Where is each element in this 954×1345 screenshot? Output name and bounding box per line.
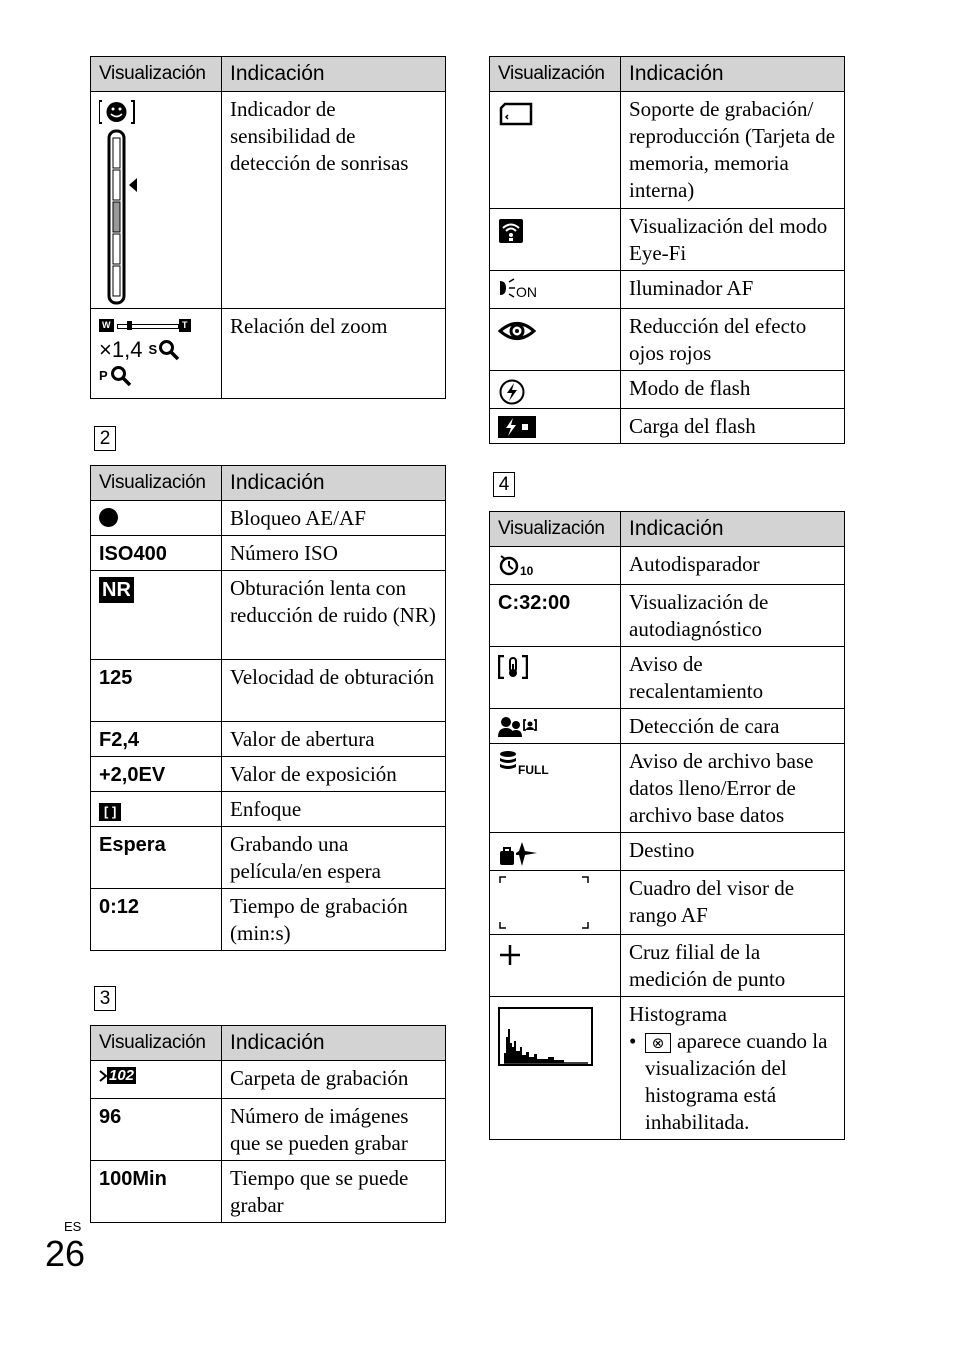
af-illuminator-on-label: ON — [516, 284, 537, 300]
smile-sensitivity-icon — [99, 98, 149, 308]
recordable-time-value: 100Min — [91, 1161, 222, 1223]
database-full-icon — [498, 750, 612, 776]
table-row — [91, 792, 446, 827]
table-row — [91, 536, 446, 571]
table-row — [490, 585, 845, 647]
row-desc: Aviso de archivo base datos lleno/Error de archivo base datos — [621, 744, 845, 833]
section-number-3: 3 — [94, 986, 116, 1011]
row-desc: Visualización de autodiagnóstico — [621, 585, 845, 647]
row-desc: Autodisparador — [621, 547, 845, 585]
histogram-note-text: aparece cuando la visualización del histograma está inhabilitada. — [645, 1029, 828, 1134]
table-row — [91, 501, 446, 536]
row-desc: Velocidad de obturación — [222, 660, 446, 722]
table-row — [490, 744, 845, 833]
self-timer-icon — [498, 553, 612, 577]
header-display: Visualización — [91, 57, 222, 92]
table-row — [490, 409, 845, 444]
indicator-table-2 — [90, 465, 446, 951]
table-row — [490, 833, 845, 871]
header-display: Visualización — [490, 512, 621, 547]
row-desc: Cruz filial de la medición de punto — [621, 935, 845, 997]
header-indication: Indicación — [222, 466, 446, 501]
header-display: Visualización — [490, 57, 621, 92]
table-row — [490, 209, 845, 271]
red-eye-icon — [498, 318, 536, 344]
histogram-icon — [498, 1007, 593, 1067]
table-row — [490, 371, 845, 409]
table-row — [91, 1099, 446, 1161]
row-desc: Modo de flash — [621, 371, 845, 409]
flash-charge-icon — [498, 416, 536, 438]
zoom-s-label: S — [148, 342, 158, 357]
smile-sensitivity-cell — [91, 92, 222, 309]
table-header-row — [490, 512, 845, 547]
row-desc: Valor de abertura — [222, 722, 446, 757]
overheat-icon — [498, 655, 528, 679]
row-desc: Número de imágenes que se pueden grabar — [222, 1099, 446, 1161]
indicator-table-4 — [489, 511, 845, 1140]
table-row — [490, 647, 845, 709]
table-row — [490, 271, 845, 309]
section-number-4: 4 — [493, 472, 515, 497]
movie-status-value: Espera — [91, 827, 222, 889]
table-header-row — [91, 466, 446, 501]
header-display: Visualización — [91, 1026, 222, 1061]
zoom-cell — [91, 309, 222, 399]
header-indication: Indicación — [222, 1026, 446, 1061]
zoom-value: ×1,4 — [99, 337, 143, 362]
table-row — [91, 722, 446, 757]
recording-time-value: 0:12 — [91, 889, 222, 951]
table-row — [490, 997, 845, 1140]
focus-icon: [ ] — [99, 803, 121, 821]
table-header-row — [91, 57, 446, 92]
shutter-speed-value: 125 — [91, 660, 222, 722]
zoom-bar — [99, 319, 191, 332]
af-illuminator-icon — [498, 277, 612, 299]
table-row — [91, 827, 446, 889]
table-row — [91, 571, 446, 660]
folder-icon — [99, 1067, 213, 1084]
page-number: 26 — [45, 1233, 86, 1274]
exposure-value: +2,0EV — [91, 757, 222, 792]
header-indication: Indicación — [621, 57, 845, 92]
face-detection-icon — [498, 716, 538, 738]
row-desc: Número ISO — [222, 536, 446, 571]
header-display: Visualización — [91, 466, 222, 501]
row-desc: Grabando una película/en espera — [222, 827, 446, 889]
table-row — [91, 1161, 446, 1223]
folder-number: 102 — [109, 1067, 135, 1084]
flash-mode-icon — [498, 378, 526, 406]
row-desc: Reducción del efecto ojos rojos — [621, 309, 845, 371]
histogram-note — [629, 1028, 836, 1136]
row-desc: Bloqueo AE/AF — [222, 501, 446, 536]
row-desc: Aviso de recalentamiento — [621, 647, 845, 709]
self-timer-label: 10 — [520, 564, 534, 578]
histogram-title: Histograma — [629, 1002, 727, 1026]
indicator-table-right-1 — [489, 56, 845, 444]
table-header-row — [490, 57, 845, 92]
row-desc: Valor de exposición — [222, 757, 446, 792]
table-row — [490, 92, 845, 209]
row-desc: Obturación lenta con reducción de ruido (NR) — [222, 571, 446, 660]
table-row — [490, 309, 845, 371]
indicator-table-3 — [90, 1025, 446, 1223]
table-row — [91, 92, 446, 309]
zoom-w-label: W — [99, 319, 114, 332]
row-desc: Carpeta de grabación — [222, 1061, 446, 1099]
self-diagnosis-value: C:32:00 — [490, 585, 621, 647]
row-desc: Soporte de grabación/ reproducción (Tarjeta de memoria, memoria interna) — [621, 92, 845, 209]
table-row — [91, 889, 446, 951]
table-row — [91, 660, 446, 722]
header-indication: Indicación — [222, 57, 446, 92]
destination-icon — [498, 840, 538, 868]
nr-icon: NR — [99, 577, 134, 603]
bullet: • — [629, 1029, 637, 1053]
table-row — [91, 309, 446, 399]
section-number-2: 2 — [94, 426, 116, 451]
aperture-value: F2,4 — [91, 722, 222, 757]
row-desc: Cuadro del visor de rango AF — [621, 871, 845, 935]
zoom-desc: Relación del zoom — [222, 309, 446, 399]
af-range-frame-icon — [498, 875, 590, 930]
language-code: ES — [64, 1219, 82, 1234]
zoom-p-label: P — [99, 368, 108, 383]
iso-value: ISO400 — [91, 536, 222, 571]
header-indication: Indicación — [621, 512, 845, 547]
table-row — [91, 757, 446, 792]
row-desc: Visualización del modo Eye-Fi — [621, 209, 845, 271]
smile-sensitivity-desc: Indicador de sensibilidad de detección de sonrisas — [222, 92, 446, 309]
indicator-table-1 — [90, 56, 446, 399]
table-row — [490, 709, 845, 744]
table-row — [490, 871, 845, 935]
memory-card-icon — [498, 102, 534, 126]
filled-circle-icon — [99, 508, 118, 527]
zoom-t-label: T — [179, 319, 191, 332]
images-count-value: 96 — [91, 1099, 222, 1161]
eye-fi-icon — [498, 218, 524, 244]
table-row — [490, 547, 845, 585]
table-row — [91, 1061, 446, 1099]
database-full-label: FULL — [518, 763, 549, 777]
table-row — [490, 935, 845, 997]
table-header-row — [91, 1026, 446, 1061]
zoom-s-magnifier-icon — [158, 339, 180, 361]
row-desc: Destino — [621, 833, 845, 871]
histogram-off-icon: ⊗ — [645, 1033, 671, 1053]
zoom-p-magnifier-icon — [110, 365, 132, 387]
row-desc: Enfoque — [222, 792, 446, 827]
spot-crosshair-icon — [498, 943, 522, 967]
row-desc: Tiempo que se puede grabar — [222, 1161, 446, 1223]
row-desc: Carga del flash — [621, 409, 845, 444]
row-desc: Tiempo de grabación (min:s) — [222, 889, 446, 951]
row-desc: Detección de cara — [621, 709, 845, 744]
row-desc: Iluminador AF — [621, 271, 845, 309]
